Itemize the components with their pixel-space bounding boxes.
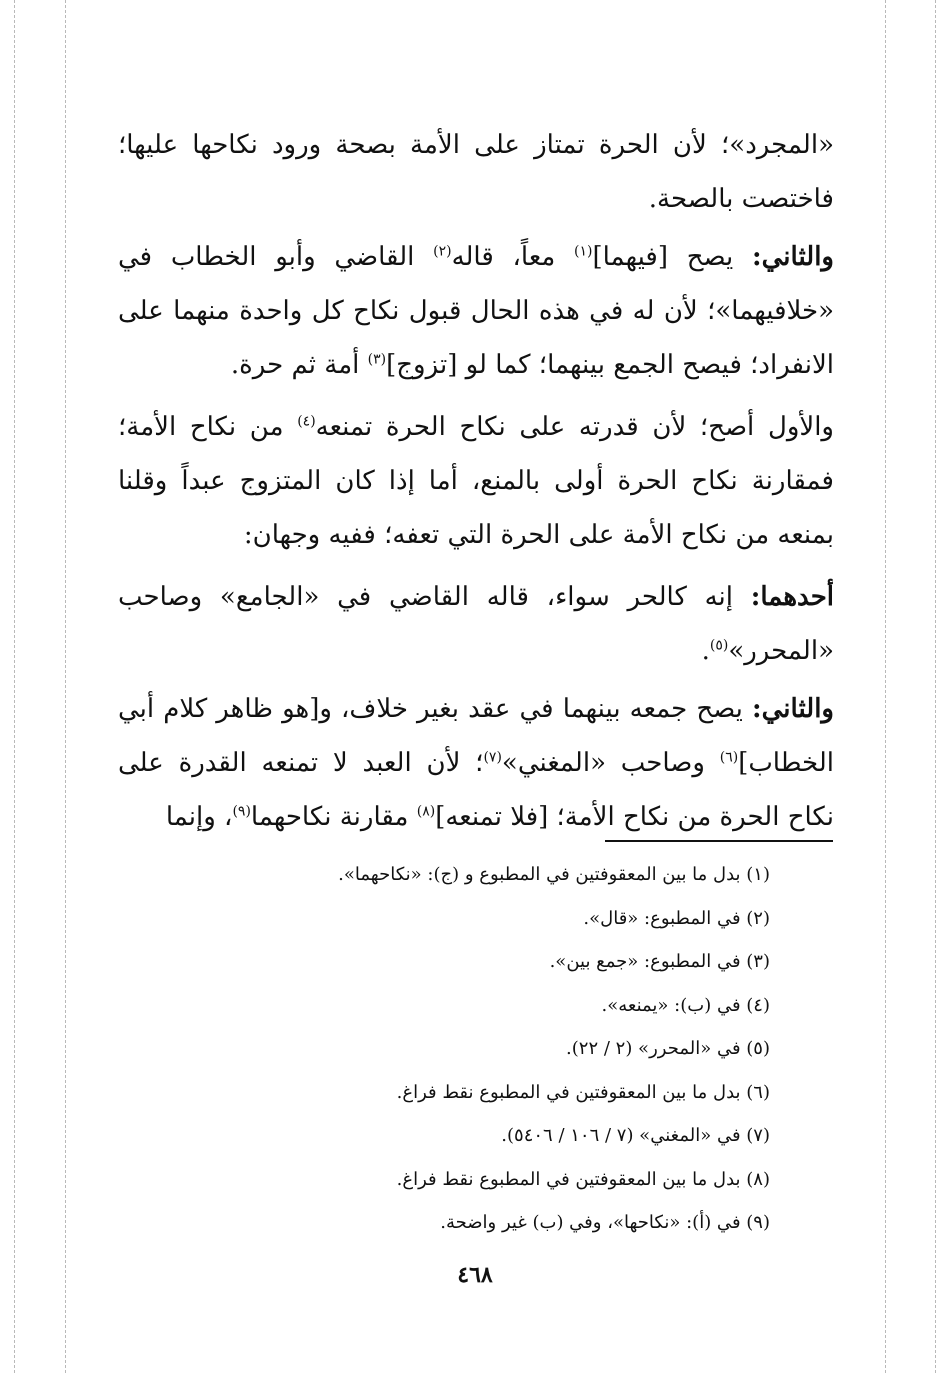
footnote-ref-6: (٦) bbox=[719, 749, 739, 766]
paragraph-2-text: معاً، قاله bbox=[451, 242, 575, 272]
paragraph-2-text: يصح [فيهما] bbox=[592, 242, 753, 272]
footnote-ref-8: (٨) bbox=[416, 803, 436, 820]
paragraph-5 bbox=[118, 682, 834, 844]
paragraph-1-text: «المجرد»؛ لأن الحرة تمتاز على الأمة بصحة ورود نكاحها عليها؛ فاختصت بالصحة. bbox=[118, 130, 834, 214]
paragraph-5-text: ، وإنما bbox=[165, 802, 233, 832]
paragraph-5-text: مقارنة نكاحهما bbox=[250, 802, 417, 832]
paragraph-1 bbox=[118, 118, 834, 226]
footnote-4: (٤) في (ب): «يمنعه». bbox=[601, 994, 770, 1016]
paragraph-4-lead: أحدهما: bbox=[750, 582, 834, 612]
footnote-1: (١) بدل ما بين المعقوفتين في المطبوع و (ج): «نكاحهما». bbox=[338, 864, 770, 885]
footnote-7: (٧) في «المغني» (٧ / ١٠٦ / ٥٤٠٦). bbox=[501, 1125, 770, 1146]
paragraph-2-text: القاضي وأبو الخطاب في «خلافيهما»؛ لأن له في هذه الحال قبول نكاح كل واحدة منهما على الانفراد؛ فيصح الجمع بينهما؛ كما لو [تزوج] bbox=[118, 242, 834, 380]
paragraph-5-text: وصاحب «المغني» bbox=[501, 748, 720, 778]
footnote-ref-2: (٢) bbox=[433, 243, 452, 260]
paragraph-2-text: أمة ثم حرة. bbox=[230, 350, 368, 380]
footnote-ref-3: (٣) bbox=[367, 351, 387, 368]
margin-guide-right-inner bbox=[885, 0, 886, 1373]
margin-guide-right-outer bbox=[935, 0, 936, 1373]
paragraph-4 bbox=[118, 570, 834, 678]
paragraph-4-text: إنه كالحر سواء، قاله القاضي في «الجامع» وصاحب «المحرر» bbox=[118, 582, 834, 666]
footnote-ref-4: (٤) bbox=[297, 413, 316, 430]
footnote-2: (٢) في المطبوع: «قال». bbox=[583, 907, 770, 929]
margin-guide-left-inner bbox=[65, 0, 66, 1373]
paragraph-3-text: من نكاح الأمة؛ فمقارنة نكاح الحرة أولى بالمنع، أما إذا كان المتزوج عبداً وقلنا بمنعه من نكاح الأمة على الحرة التي تعفه؛ ففيه وجهان: bbox=[118, 412, 834, 550]
paragraph-2-lead: والثاني: bbox=[752, 242, 834, 272]
footnote-3: (٣) في المطبوع: «جمع بين». bbox=[549, 951, 770, 972]
paragraph-4-text: . bbox=[701, 636, 710, 666]
paragraph-5-lead: والثاني: bbox=[752, 694, 834, 724]
paragraph-5-text: ؛ لأن العبد لا تمنعه القدرة على نكاح الحرة من نكاح الأمة؛ [فلا تمنعه] bbox=[118, 748, 834, 832]
paragraph-3-text: والأول أصح؛ لأن قدرته على نكاح الحرة تمنعه bbox=[315, 412, 834, 442]
page-number: ٤٦٨ bbox=[457, 1262, 493, 1288]
footnote-separator bbox=[605, 840, 833, 842]
footnote-9: (٩) في (أ): «نكاحها»، وفي (ب) غير واضحة. bbox=[440, 1212, 770, 1233]
footnotes bbox=[300, 853, 770, 1245]
paragraph-3 bbox=[118, 400, 834, 562]
footnote-ref-5: (٥) bbox=[709, 637, 729, 654]
footnote-5: (٥) في «المحرر» (٢ / ٢٢). bbox=[566, 1038, 770, 1059]
footnote-8: (٨) بدل ما بين المعقوفتين في المطبوع نقط فراغ. bbox=[396, 1168, 770, 1190]
main-text bbox=[118, 118, 834, 852]
paragraph-2 bbox=[118, 230, 834, 392]
footnote-ref-1: (١) bbox=[574, 243, 593, 260]
paragraph-5-text: يصح جمعه بينهما في عقد بغير خلاف، و[هو ظاهر كلام أبي الخطاب] bbox=[118, 694, 834, 778]
footnote-ref-9: (٩) bbox=[232, 803, 251, 820]
footnote-ref-7: (٧) bbox=[483, 749, 502, 766]
footnote-6: (٦) بدل ما بين المعقوفتين في المطبوع نقط فراغ. bbox=[396, 1081, 770, 1103]
margin-guide-left-outer bbox=[14, 0, 15, 1373]
